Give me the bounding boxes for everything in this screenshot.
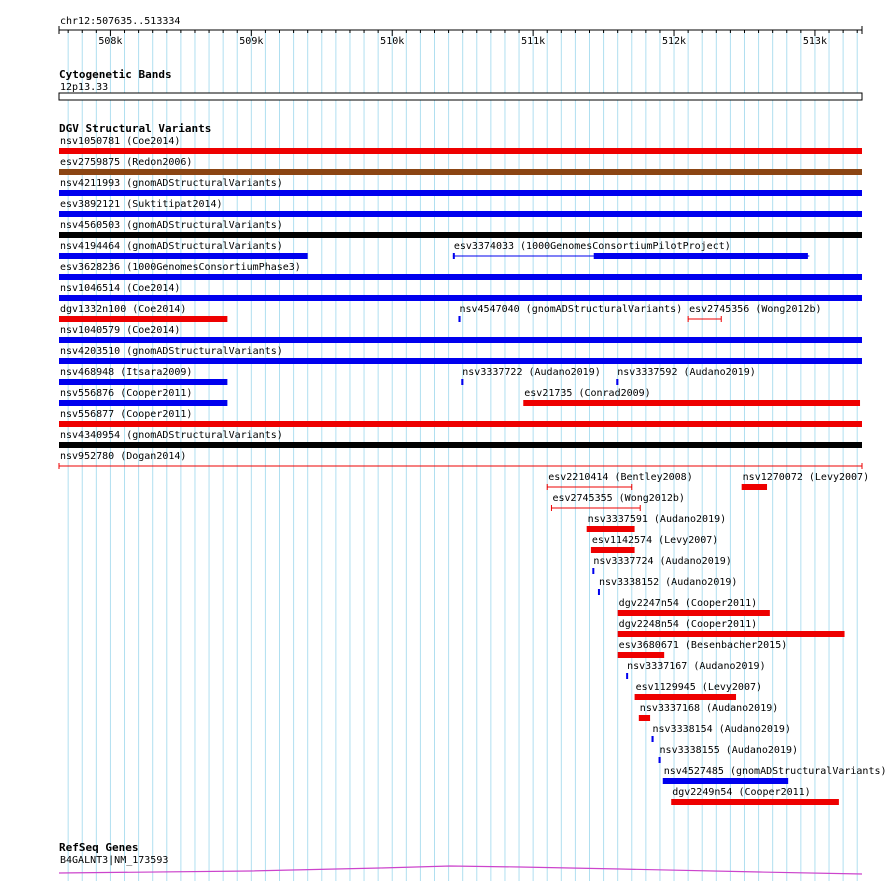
feature-label: nsv952780 (Dogan2014)	[60, 451, 187, 462]
feature-label: esv3374033 (1000GenomesConsortiumPilotProject)	[453, 241, 731, 252]
feature-bar[interactable]	[59, 337, 862, 343]
feature-label: esv2210414 (Bentley2008)	[548, 472, 693, 483]
feature-bar[interactable]	[59, 421, 862, 427]
dgv-feature[interactable]	[59, 346, 862, 364]
dgv-feature[interactable]	[591, 535, 718, 553]
dgv-feature[interactable]	[453, 241, 809, 259]
feature-bar[interactable]	[59, 295, 862, 301]
feature-label: dgv2247n54 (Cooper2011)	[618, 598, 758, 609]
dgv-feature[interactable]	[616, 367, 755, 385]
feature-label: esv1129945 (Levy2007)	[635, 682, 763, 693]
ruler-tick-label: 513k	[802, 36, 827, 47]
dgv-feature[interactable]	[59, 304, 227, 322]
feature-bar[interactable]	[618, 631, 845, 637]
feature-label: nsv556877 (Cooper2011)	[60, 409, 193, 420]
dgv-feature[interactable]	[618, 598, 770, 616]
feature-label: nsv3337724 (Audano2019)	[593, 556, 732, 567]
ruler-tick-label: 508k	[98, 36, 123, 47]
refseq-track-title: RefSeq Genes	[59, 841, 139, 854]
dgv-feature[interactable]	[618, 619, 845, 637]
feature-label: nsv1270072 (Levy2007)	[742, 472, 870, 483]
feature-bar[interactable]	[59, 379, 227, 385]
gene-label[interactable]: B4GALNT3|NM_173593	[60, 855, 169, 866]
dgv-feature[interactable]	[59, 241, 308, 259]
cytoband-label: 12p13.33	[60, 82, 109, 93]
region-label: chr12:507635..513334	[60, 16, 181, 27]
dgv-feature[interactable]	[671, 787, 839, 805]
dgv-feature[interactable]	[688, 304, 821, 322]
feature-bar[interactable]	[59, 253, 308, 259]
feature-label: dgv2249n54 (Cooper2011)	[672, 787, 811, 798]
feature-label: nsv4211993 (gnomADStructuralVariants)	[60, 178, 283, 189]
feature-label: nsv4203510 (gnomADStructuralVariants)	[60, 346, 283, 357]
dgv-track-title: DGV Structural Variants	[59, 122, 212, 135]
dgv-feature-list	[59, 136, 887, 805]
dgv-feature[interactable]	[59, 199, 862, 217]
ruler-tick-label: 512k	[661, 36, 687, 47]
feature-bar[interactable]	[663, 778, 788, 784]
cytoband-bar	[59, 93, 862, 100]
feature-bar[interactable]	[59, 169, 862, 175]
feature-label: esv3628236 (1000GenomesConsortiumPhase3)	[60, 262, 301, 273]
feature-bar[interactable]	[742, 484, 767, 490]
feature-label: nsv1046514 (Coe2014)	[60, 283, 181, 294]
feature-bar[interactable]	[659, 757, 661, 763]
feature-bar[interactable]	[59, 400, 227, 406]
dgv-feature[interactable]	[59, 388, 227, 406]
feature-cap	[453, 253, 455, 259]
feature-bar[interactable]	[671, 799, 839, 805]
feature-label: esv21735 (Conrad2009)	[524, 388, 651, 399]
dgv-feature[interactable]	[551, 493, 684, 511]
feature-bar[interactable]	[59, 274, 862, 280]
feature-bar[interactable]	[626, 673, 628, 679]
dgv-feature[interactable]	[458, 304, 682, 322]
dgv-feature[interactable]	[651, 724, 790, 742]
dgv-feature[interactable]	[59, 178, 862, 196]
feature-label: nsv4560503 (gnomADStructuralVariants)	[60, 220, 283, 231]
dgv-feature[interactable]	[461, 367, 600, 385]
dgv-feature[interactable]	[592, 556, 731, 574]
feature-label: esv2759875 (Redon2006)	[60, 157, 193, 168]
feature-bar[interactable]	[59, 190, 862, 196]
feature-bar[interactable]	[598, 589, 600, 595]
feature-bar[interactable]	[594, 253, 808, 259]
feature-label: nsv468948 (Itsara2009)	[60, 367, 193, 378]
dgv-feature[interactable]	[659, 745, 798, 763]
feature-label: esv2745356 (Wong2012b)	[689, 304, 822, 315]
ruler-track	[59, 26, 862, 47]
feature-bar[interactable]	[59, 211, 862, 217]
dgv-feature[interactable]	[742, 472, 869, 490]
dgv-feature[interactable]	[663, 766, 887, 784]
dgv-feature[interactable]	[59, 283, 862, 301]
feature-bar[interactable]	[59, 232, 862, 238]
ruler-tick-label: 509k	[239, 36, 264, 47]
feature-label: esv2745355 (Wong2012b)	[552, 493, 685, 504]
feature-label: esv3892121 (Suktitipat2014)	[60, 199, 223, 210]
feature-label: nsv3338155 (Audano2019)	[659, 745, 799, 756]
feature-label: nsv3337592 (Audano2019)	[617, 367, 756, 378]
feature-bar[interactable]	[618, 652, 664, 658]
feature-label: esv3680671 (Besenbacher2015)	[618, 640, 788, 651]
dgv-feature[interactable]	[59, 262, 862, 280]
ruler-tick-label: 511k	[521, 36, 546, 47]
feature-bar[interactable]	[458, 316, 460, 322]
dgv-feature[interactable]	[59, 325, 862, 343]
feature-label: nsv3338154 (Audano2019)	[652, 724, 791, 735]
feature-label: dgv1332n100 (Coe2014)	[60, 304, 187, 315]
feature-label: nsv556876 (Cooper2011)	[60, 388, 193, 399]
feature-label: nsv3338152 (Audano2019)	[598, 577, 738, 588]
dgv-feature[interactable]	[547, 472, 693, 490]
dgv-feature[interactable]	[59, 367, 227, 385]
feature-label: nsv1050781 (Coe2014)	[60, 136, 181, 147]
feature-label: dgv2248n54 (Cooper2011)	[618, 619, 758, 630]
dgv-feature[interactable]	[587, 514, 726, 532]
feature-bar[interactable]	[592, 568, 594, 574]
feature-bar[interactable]	[59, 442, 862, 448]
dgv-feature[interactable]	[59, 409, 862, 427]
feature-bar[interactable]	[635, 694, 736, 700]
feature-label: esv1142574 (Levy2007)	[591, 535, 719, 546]
ruler-tick-label: 510k	[380, 36, 405, 47]
feature-bar[interactable]	[618, 610, 770, 616]
feature-bar[interactable]	[59, 358, 862, 364]
feature-label: nsv1040579 (Coe2014)	[60, 325, 181, 336]
dgv-feature[interactable]	[59, 430, 862, 448]
feature-label: nsv3337167 (Audano2019)	[627, 661, 766, 672]
feature-bar[interactable]	[639, 715, 650, 721]
feature-label: nsv3337591 (Audano2019)	[587, 514, 727, 525]
dgv-feature[interactable]	[59, 136, 862, 154]
feature-label: nsv3337722 (Audano2019)	[462, 367, 601, 378]
feature-label: nsv4527485 (gnomADStructuralVariants)	[663, 766, 887, 777]
feature-bar[interactable]	[59, 316, 227, 322]
dgv-feature[interactable]	[59, 451, 862, 469]
cytoband-track-title: Cytogenetic Bands	[59, 68, 172, 81]
feature-label: nsv3337168 (Audano2019)	[639, 703, 779, 714]
feature-bar[interactable]	[523, 400, 860, 406]
feature-label: nsv4340954 (gnomADStructuralVariants)	[60, 430, 283, 441]
feature-bar[interactable]	[591, 547, 635, 553]
feature-bar[interactable]	[651, 736, 653, 742]
feature-label: nsv4194464 (gnomADStructuralVariants)	[60, 241, 283, 252]
dgv-feature[interactable]	[523, 388, 860, 406]
gene-model-line[interactable]	[59, 866, 862, 874]
dgv-feature[interactable]	[635, 682, 762, 700]
feature-bar[interactable]	[59, 148, 862, 154]
feature-bar[interactable]	[587, 526, 635, 532]
dgv-feature[interactable]	[59, 220, 862, 238]
feature-bar[interactable]	[616, 379, 618, 385]
dgv-feature[interactable]	[59, 157, 862, 175]
feature-bar[interactable]	[461, 379, 463, 385]
feature-label: nsv4547040 (gnomADStructuralVariants)	[459, 304, 683, 315]
